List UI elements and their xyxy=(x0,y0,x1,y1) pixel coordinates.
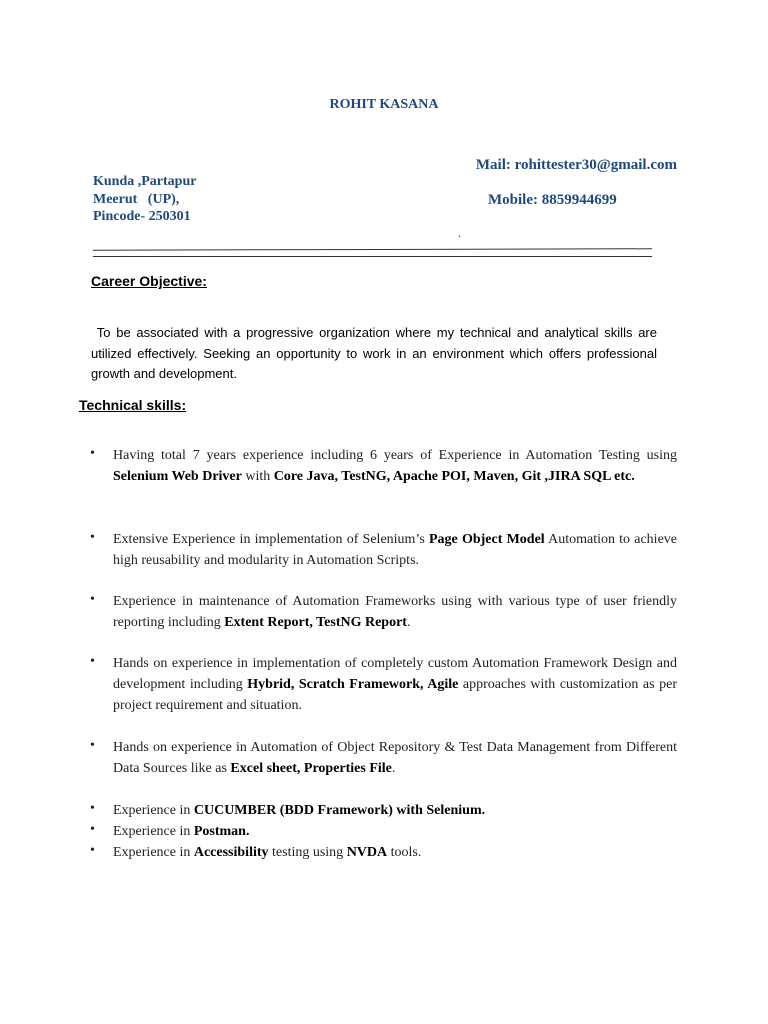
bullet-icon: • xyxy=(90,822,95,837)
skill-item-7: Experience in Postman. xyxy=(113,824,250,839)
technical-skills-heading: Technical skills: xyxy=(79,397,187,413)
skill-item-2: Extensive Experience in implementation of Selenium’s Page Object Model Automation to achieve high reusability and modularity in Automation Scripts. xyxy=(113,532,678,568)
header-divider-top xyxy=(93,248,652,250)
skill-item-3: Experience in maintenance of Automation Frameworks using with various type of user friendly reporting including Extent Report, TestNG Report. xyxy=(113,594,677,630)
bullet-icon: • xyxy=(90,592,95,607)
header-divider-bottom xyxy=(93,256,652,257)
stray-dot: . xyxy=(458,226,461,240)
bullet-icon: • xyxy=(90,530,95,545)
resume-name: ROHIT KASANA xyxy=(329,97,439,112)
skill-item-6: Experience in CUCUMBER (BDD Framework) with Selenium. xyxy=(113,803,486,818)
skill-item-8: Experience in Accessibility testing using NVDA tools. xyxy=(113,845,422,860)
career-objective-heading: Career Objective: xyxy=(91,273,207,289)
address-line-1: Kunda ,Partapur xyxy=(93,174,197,189)
skill-item-4: Hands on experience in implementation of completely custom Automation Framework Design and development including Hybrid, Scratch Framework, Agile approaches with customization as per project requirement and situation. xyxy=(113,656,677,713)
contact-mobile: Mobile: 8859944699 xyxy=(488,192,617,208)
career-objective-text: To be associated with a progressive organization where my technical and analytical skills are utilized effectively. Seeking an opportunity to work in an environment which offers professional growth and development. xyxy=(91,325,661,381)
skill-item-1: Having total 7 years experience including 6 years of Experience in Automation Testing using Selenium Web Driver with Core Java, TestNG, Apache POI, Maven, Git ,JIRA SQL etc. xyxy=(113,448,677,484)
bullet-icon: • xyxy=(90,738,95,753)
skill-item-5: Hands on experience in Automation of Object Repository & Test Data Management from Different Data Sources like as Excel sheet, Properties File. xyxy=(113,740,677,776)
bullet-icon: • xyxy=(90,801,95,816)
bullet-icon: • xyxy=(90,843,95,858)
bullet-icon: • xyxy=(90,446,95,461)
address-line-3: Pincode- 250301 xyxy=(93,209,191,224)
bullet-icon: • xyxy=(90,654,95,669)
contact-mail: Mail: rohittester30@gmail.com xyxy=(475,157,677,173)
address-line-2: Meerut (UP), xyxy=(93,192,180,207)
